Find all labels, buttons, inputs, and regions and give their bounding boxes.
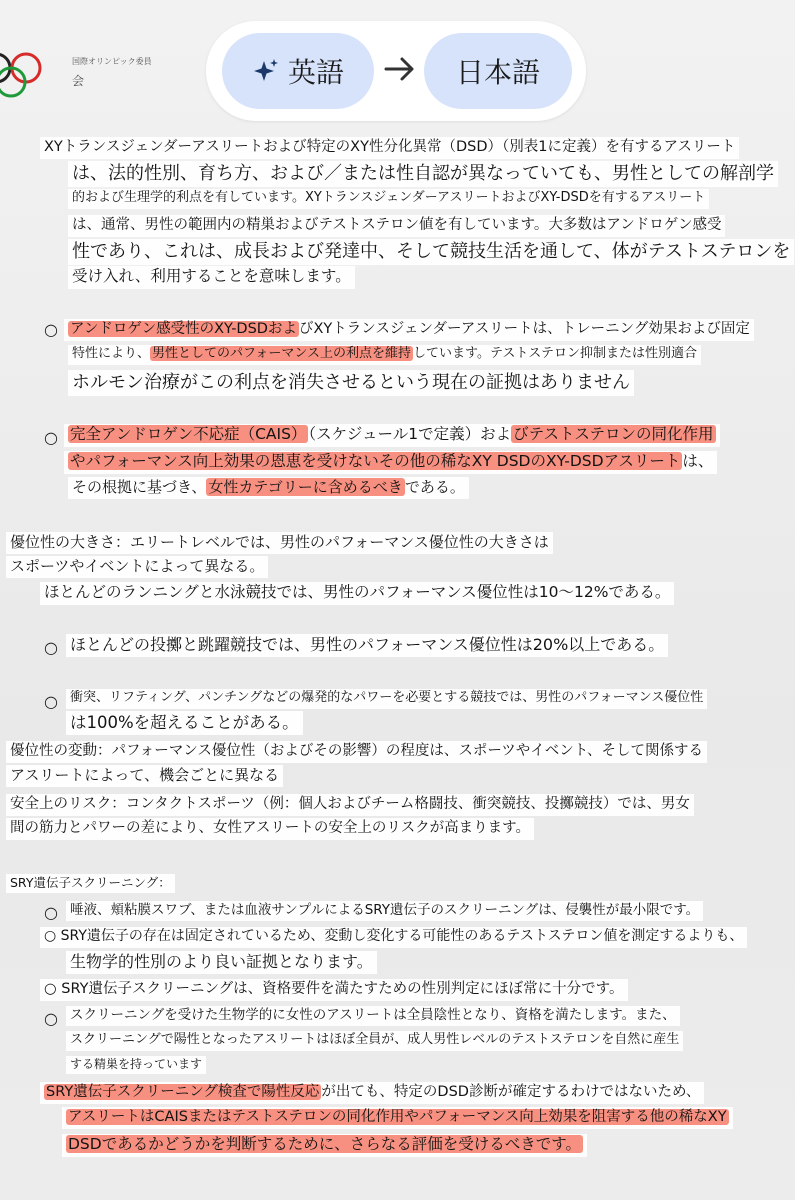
text-line: する精巣を持っています	[66, 1056, 206, 1074]
highlight: 女性カテゴリーに含めるべき	[208, 478, 403, 496]
bullet-marker: ○	[44, 1009, 58, 1028]
text-line: スポーツやイベントによって異なる。	[6, 556, 268, 578]
text-line: アスリートによって、機会ごとに異なる	[6, 765, 283, 787]
bullet-marker: ○	[44, 903, 58, 922]
text-line: XYトランスジェンダーアスリートおよび特定のXY性分化異常（DSD）（別表1に定義）を有するアスリート	[40, 137, 739, 159]
text-line: 優位性の変動：パフォーマンス優位性（およびその影響）の程度は、スポーツやイベント、そして関係する	[6, 741, 707, 763]
bullet-marker: ○	[44, 428, 58, 447]
sparkle-icon	[252, 57, 280, 85]
org-name: 国際オリンピック委員	[72, 57, 152, 66]
highlight: 完全アンドロゲン不応症（CAIS）	[70, 425, 307, 443]
text-line: その根拠に基づき、 女性カテゴリーに含めるべき である。	[68, 477, 469, 499]
text-line	[62, 1107, 733, 1129]
text-line: アンドロゲン感受性のXY-DSDおよ びXYトランスジェンダーアスリートは、トレーニング効果および固定	[64, 319, 754, 341]
text-line: 的および生理学的利点を有しています。XYトランスジェンダーアスリートおよびXY-DSDを有するアスリート	[68, 189, 709, 209]
highlight: アンドロゲン感受性のXY-DSDおよ	[70, 321, 297, 337]
bullet-marker: ○	[44, 638, 58, 657]
text-line: ホルモン治療がこの利点を消失させるという現在の証拠はありません	[68, 370, 634, 396]
text-line: は100%を超えることがある。	[66, 711, 303, 735]
text-line: 衝突、リフティング、パンチングなどの爆発的なパワーを必要とする競技では、男性のパフォーマンス優位性	[66, 689, 707, 709]
header	[0, 0, 795, 132]
section-title: SRY遺伝子スクリーニング：	[6, 874, 175, 893]
target-language-label: 日本語	[455, 56, 540, 89]
text-line: ほとんどの投擲と跳躍競技では、男性のパフォーマンス優位性は20%以上である。	[66, 634, 668, 657]
text-line: やパフォーマンス向上効果の恩恵を受けないその他の稀なXY DSDのXY-DSDアスリート は、	[64, 451, 717, 474]
text-line: 完全アンドロゲン不応症（CAIS） （スケジュール1で定義）およ びテストステロンの同化作用	[64, 424, 720, 447]
text-line: SRY遺伝子スクリーニング検査で陽性反応 が出ても、特定のDSD診断が確定するわけではないため、	[40, 1082, 704, 1104]
bullet-marker: ○	[44, 692, 58, 711]
org-name-suffix: 会	[72, 74, 85, 88]
highlight: やパフォーマンス向上効果の恩恵を受けないその他の稀なXY DSDのXY-DSDアスリート	[70, 452, 681, 470]
text-line	[62, 1134, 587, 1157]
text-line: ○ SRY遺伝子の存在は固定されているため、変動し変化する可能性のあるテストステロン値を測定するよりも、	[40, 927, 747, 948]
source-language-label: 英語	[287, 56, 344, 89]
arrow-right-icon	[382, 51, 418, 87]
text-line: ほとんどのランニングと水泳競技では、男性のパフォーマンス優位性は10〜12%である。	[40, 582, 674, 605]
bullet-marker: ○	[44, 320, 58, 339]
text-line: 唾液、頬粘膜スワブ、または血液サンプルによるSRY遺伝子のスクリーニングは、侵襲性が最小限です。	[66, 901, 703, 921]
text-line: 性であり、これは、成長および発達中、そして競技生活を通して、体がテストステロンを	[68, 239, 794, 265]
highlight: DSDであるかどうかを判断するために、さらなる評価を受けるべきです。	[68, 1135, 581, 1153]
text-line: 生物学的性別のより良い証拠となります。	[66, 951, 377, 974]
source-language-button[interactable]	[222, 33, 374, 109]
text-line: 安全上のリスク：コンタクトスポーツ（例：個人およびチーム格闘技、衝突競技、投擲競技）では、男女	[6, 794, 694, 816]
text-line: は、法的性別、育ち方、および／または性自認が異なっていても、男性としての解剖学	[68, 161, 778, 187]
text-line: 受け入れ、利用することを意味します。	[68, 266, 355, 289]
translate-bar	[206, 21, 586, 121]
highlight: 男性としてのパフォーマンス上の利点を維持	[152, 346, 411, 361]
text-line: 特性により、 男性としてのパフォーマンス上の利点を維持 しています。テストステロン抑制または性別適合	[68, 345, 701, 365]
highlight: SRY遺伝子スクリーニング検査で陽性反応	[46, 1084, 320, 1100]
text-line: 優位性の大きさ：エリートレベルでは、男性のパフォーマンス優位性の大きさは	[6, 532, 553, 554]
text-line: ○ SRY遺伝子スクリーニングは、資格要件を満たすための性別判定にほぼ常に十分です。	[40, 979, 628, 1001]
text-line: スクリーニングで陽性となったアスリートはほぼ全員が、成人男性レベルのテストステロンを自然に産生	[66, 1031, 683, 1051]
olympic-rings-logo	[0, 46, 66, 102]
text-line: 間の筋力とパワーの差により、女性アスリートの安全上のリスクが高まります。	[6, 818, 534, 840]
highlight: びテストステロンの同化作用	[513, 425, 714, 443]
text-line: スクリーニングを受けた生物学的に女性のアスリートは全員陰性となり、資格を満たします。また、	[66, 1006, 680, 1026]
text-line: は、通常、男性の範囲内の精巣およびテストステロン値を有しています。大多数はアンドロゲン感受	[68, 215, 725, 237]
target-language-button[interactable]	[424, 33, 572, 109]
highlight: アスリートはCAISまたはテストステロンの同化作用やパフォーマンス向上効果を阻害する他の稀なXY	[68, 1109, 727, 1125]
